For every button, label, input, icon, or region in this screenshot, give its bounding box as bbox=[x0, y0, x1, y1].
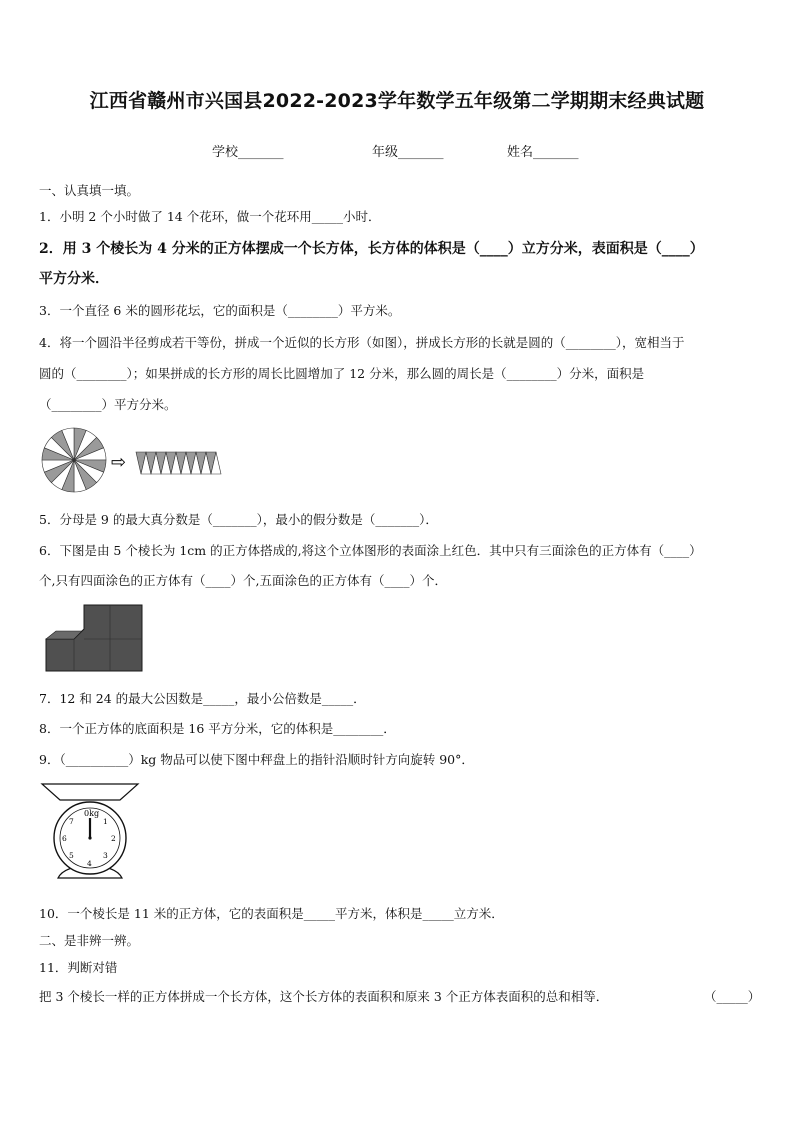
question-8: 8．一个正方体的底面积是 16 平方分米，它的体积是________． bbox=[39, 721, 396, 736]
question-11-answer-blank: （_____） bbox=[704, 989, 761, 1004]
scale-number-6: 6 bbox=[62, 834, 67, 843]
scale-zero-label: 0kg bbox=[84, 809, 100, 818]
scale-pan-icon bbox=[42, 784, 138, 800]
question-4-line-1: 4．将一个圆沿半径剪成若干等份，拼成一个近似的长方形（如图），拼成长方形的长就是圆的（________），宽相当于 bbox=[39, 335, 685, 350]
scale-figure bbox=[40, 780, 144, 890]
circle-to-rectangle-figure bbox=[40, 426, 240, 496]
grade-field: 年级_______ bbox=[372, 145, 444, 160]
name-field: 姓名_______ bbox=[507, 145, 579, 160]
scale-number-2: 2 bbox=[111, 834, 116, 843]
scale-number-4: 4 bbox=[87, 859, 92, 868]
question-4-line-2: 圆的（________）；如果拼成的长方形的周长比圆增加了 12 分米，那么圆的周长是（________）分米，面积是 bbox=[39, 366, 645, 381]
scale-number-3: 3 bbox=[103, 851, 108, 860]
rearranged-rectangle-icon bbox=[136, 452, 221, 474]
right-arrow-icon: ⇨ bbox=[111, 452, 127, 473]
school-field: 学校_______ bbox=[212, 145, 284, 160]
question-3: 3．一个直径 6 米的圆形花坛，它的面积是（________）平方米。 bbox=[39, 303, 401, 318]
section-heading-2: 二、是非辨一辨。 bbox=[39, 933, 140, 948]
section-heading-1: 一、认真填一填。 bbox=[39, 183, 140, 198]
question-1: 1．小明 2 个小时做了 14 个花环，做一个花环用_____小时． bbox=[39, 209, 381, 224]
question-2-line-2: 平方分米． bbox=[39, 271, 109, 287]
question-4-line-3: （________）平方分米。 bbox=[39, 397, 177, 412]
question-10: 10．一个棱长是 11 米的正方体，它的表面积是_____平方米，体积是_____立方米． bbox=[39, 906, 504, 921]
question-11-title: 11．判断对错 bbox=[39, 960, 118, 975]
question-9: 9．（__________）kg 物品可以使下图中秤盘上的指针沿顺时针方向旋转 90°． bbox=[39, 752, 474, 767]
question-5: 5．分母是 9 的最大真分数是（_______），最小的假分数是（_______）． bbox=[39, 512, 438, 527]
question-2-line-1: 2．用 3 个棱长为 4 分米的正方体摆成一个长方体，长方体的体积是（____）立方分米，表面积是（____） bbox=[39, 241, 704, 257]
scale-number-5: 5 bbox=[69, 851, 74, 860]
question-6-line-1: 6．下图是由 5 个棱长为 1cm 的正方体搭成的,将这个立体图形的表面涂上红色．其中只有三面涂色的正方体有（____） bbox=[39, 543, 702, 558]
scale-number-7: 7 bbox=[69, 817, 74, 826]
question-11-text: 把 3 个棱长一样的正方体拼成一个长方体，这个长方体的表面积和原来 3 个正方体表面积的总和相等． bbox=[39, 989, 609, 1004]
question-6-line-2: 个,只有四面涂色的正方体有（____）个,五面涂色的正方体有（____）个． bbox=[39, 573, 447, 588]
sectored-circle-icon bbox=[42, 428, 106, 492]
scale-number-1: 1 bbox=[103, 817, 108, 826]
question-7: 7．12 和 24 的最大公因数是_____，最小公倍数是_____． bbox=[39, 691, 366, 706]
cube-stack-figure bbox=[44, 603, 146, 675]
page-title: 江西省赣州市兴国县2022-2023学年数学五年级第二学期期末经典试题 bbox=[89, 90, 705, 112]
